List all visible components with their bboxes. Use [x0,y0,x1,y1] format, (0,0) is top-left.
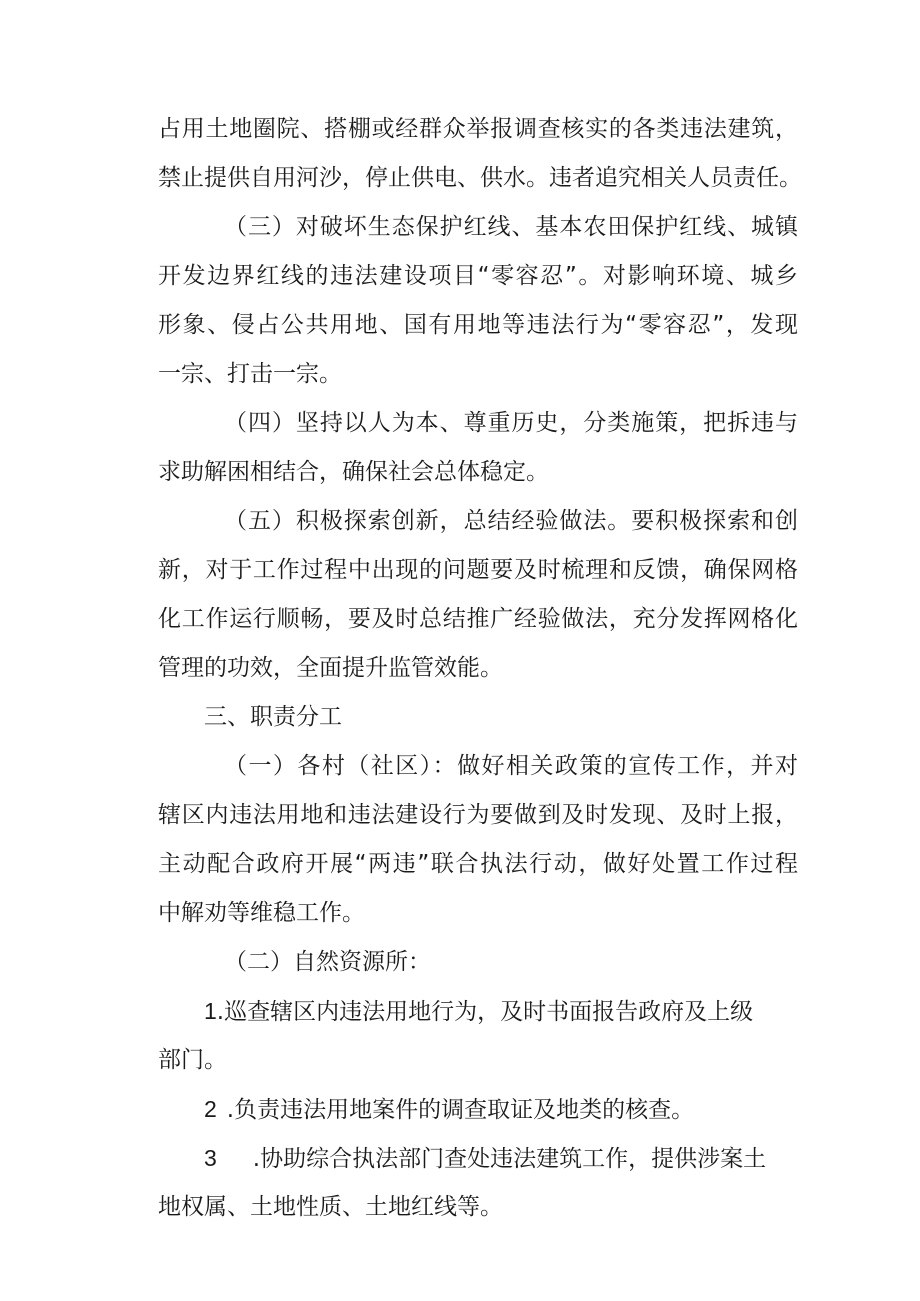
paragraph-5-line: （五）积极探索创新，总结经验做法。要积极探索和创 [224,508,798,534]
text-line: 求助解困相结合，确保社会总体稳定。 [158,459,549,485]
item-number: 3 [204,1145,217,1171]
text-line: 新，对于工作过程中出现的问题要及时梳理和反馈，确保网格 [158,557,798,583]
text-line: 一宗、打击一宗。 [158,361,342,387]
item-text: .协助综合执法部门查处违法建筑工作，提供涉案土 [252,1146,767,1172]
list-item-1 [204,996,753,1026]
text-line: 辖区内违法用地和违法建设行为要做到及时发现、及时上报， [158,802,798,828]
list-item-2 [204,1094,694,1124]
item-number: 2 [204,1096,217,1122]
item-continuation: 地权属、土地性质、土地红线等。 [158,1194,503,1220]
paragraph-duty-2-line: （二）自然资源所： [224,949,431,975]
text-line: 开发边界红线的违法建设项目“零容忍”。对影响环境、城乡 [158,263,798,289]
section-heading: 三、职责分工 [204,704,342,730]
paragraph-duty-1-line: （一）各村（社区）：做好相关政策的宣传工作，并对 [224,753,798,779]
item-text: .负责违法用地案件的调查取证及地类的核查。 [226,1097,695,1123]
paragraph-3-line: （三）对破坏生态保护红线、基本农田保护红线、城镇 [224,214,798,240]
item-number: 1 [204,998,217,1024]
text-line: 化工作运行顺畅，要及时总结推广经验做法，充分发挥网格化 [158,606,798,632]
text-line: 禁止提供自用河沙，停止供电、供水。违者追究相关人员责任。 [158,165,802,191]
paragraph-4-line: （四）坚持以人为本、尊重历史，分类施策，把拆违与 [224,410,798,436]
text-line: 形象、侵占公共用地、国有用地等违法行为“零容忍”，发现 [158,312,798,338]
text-line: 中解劝等维稳工作。 [158,900,365,926]
text-line: 占用土地圈院、搭棚或经群众举报调查核实的各类违法建筑， [158,116,798,142]
list-item-3 [204,1143,766,1173]
text-line: 主动配合政府开展“两违”联合执法行动，做好处置工作过程 [158,851,798,877]
item-text: .巡查辖区内违法用地行为，及时书面报告政府及上级 [216,999,754,1025]
text-line: 管理的功效，全面提升监管效能。 [158,655,503,681]
item-continuation: 部门。 [158,1047,227,1073]
